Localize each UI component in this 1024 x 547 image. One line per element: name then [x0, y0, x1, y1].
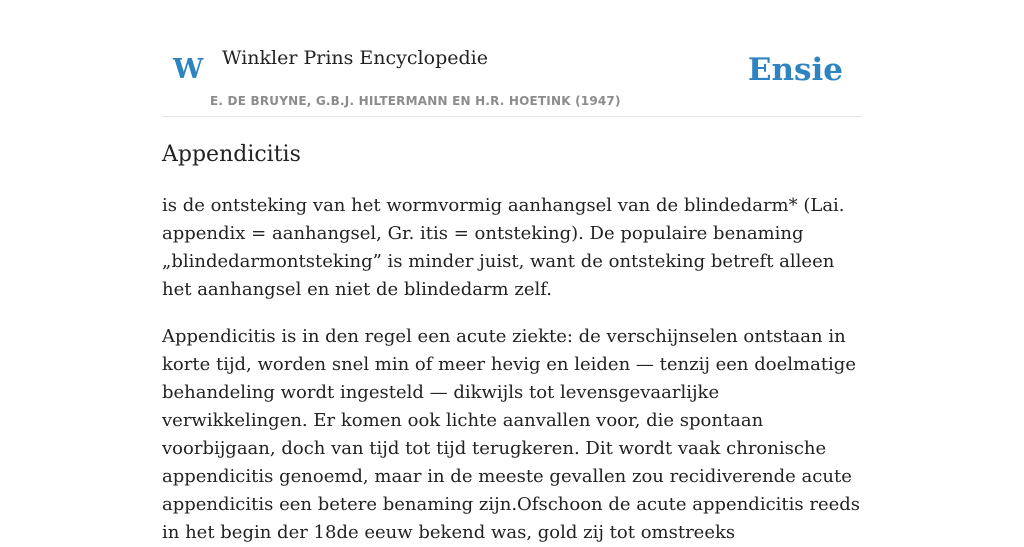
publication-authors: E. DE BRUYNE, G.B.J. HILTERMANN EN H.R. HOETINK (1947)	[210, 94, 621, 108]
publication-title[interactable]: Winkler Prins Encyclopedie	[222, 47, 488, 69]
article-content	[162, 136, 864, 547]
ensie-brand-logo[interactable]: Ensie	[747, 52, 843, 88]
page-header	[162, 0, 862, 117]
article-paragraph: Appendicitis is in den regel een acute ziekte: de verschijnselen ontstaan in korte tijd, worden snel min of meer hevig en leiden — tenzij een doelmatige behandeling wordt ingesteld — dikwijls tot levensgevaarlijke verwikkelingen. Er komen ook lichte aanvallen voor, die spontaan voorbijgaan, doch van tijd tot tijd terugkeren. Dit wordt vaak chronische appendicitis genoemd, maar in de meeste gevallen zou recidiverende acute appendicitis een betere benaming zijn.Ofschoon de acute appendicitis reeds in het begin der 18de eeuw bekend was, gold zij tot omstreeks	[162, 326, 861, 543]
winkler-prins-logo-icon[interactable]: W	[173, 54, 204, 85]
article-paragraph: is de ontsteking van het wormvormig aanhangsel van de blindedarm* (Lai. appendix = aanhangsel, Gr. itis = ontsteking). De populaire benaming „blindedarmontsteking” is minder juist, want de ontsteking betreft alleen het aanhangsel en niet de blindedarm zelf.	[162, 195, 845, 300]
article-title: Appendicitis	[162, 142, 301, 167]
